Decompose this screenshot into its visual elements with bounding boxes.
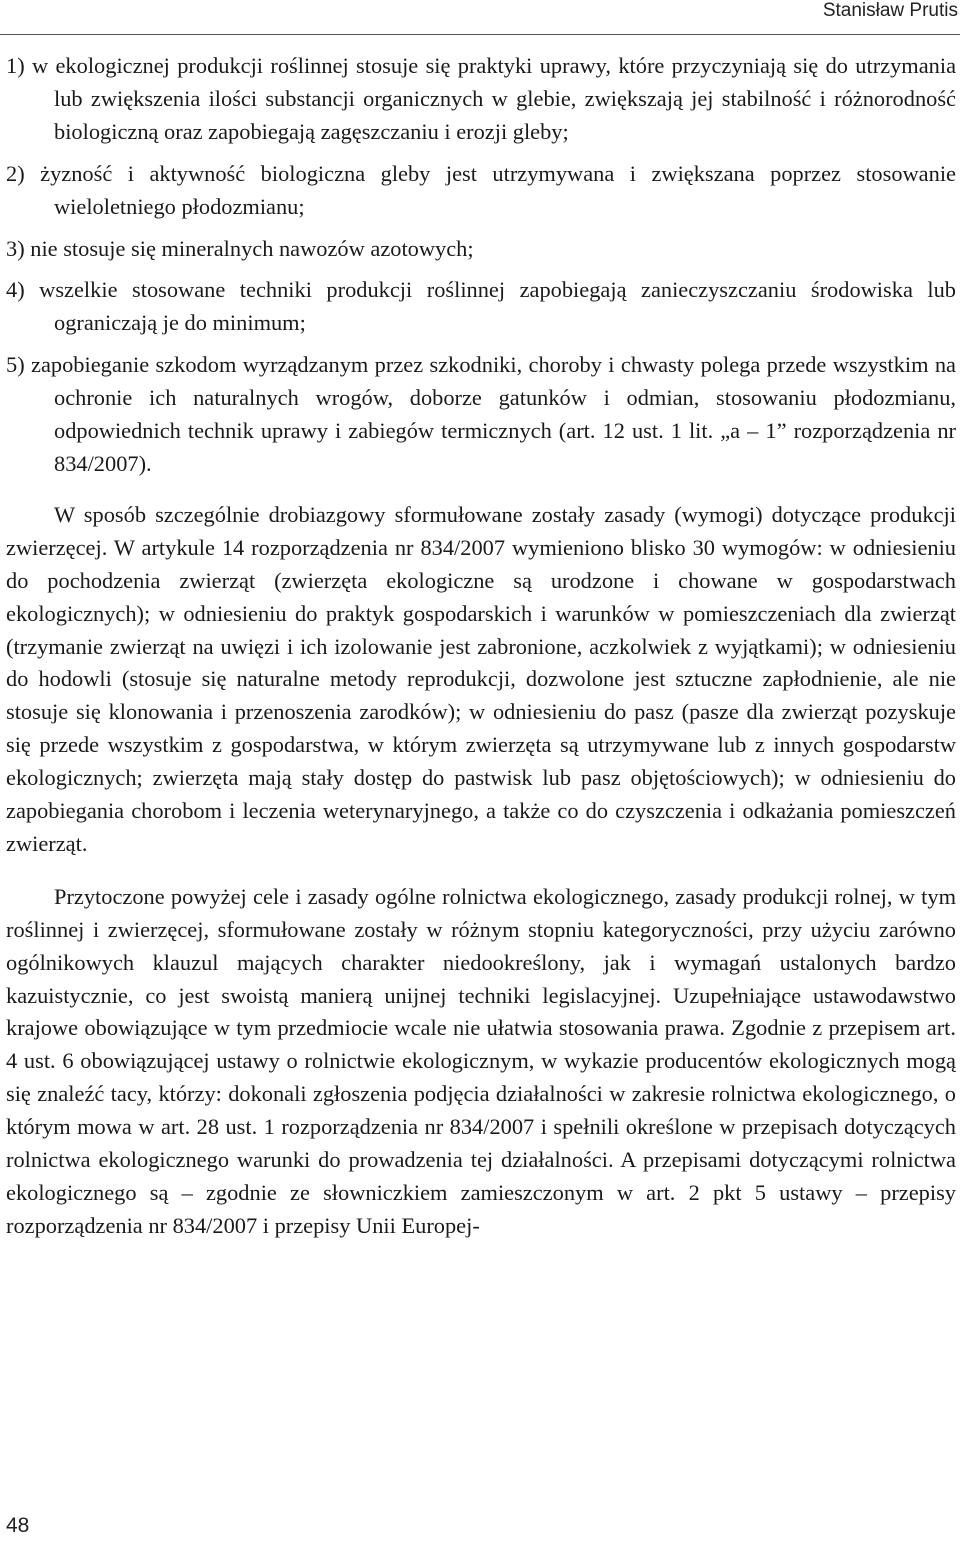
page-number: 48: [6, 1514, 30, 1537]
list-item-number: 1): [6, 53, 25, 78]
body-paragraph: W sposób szczególnie drobiazgowy sformułowane zostały zasady (wymogi) dotyczące produkcji zwierzęcej. W artykule 14 rozporządzenia nr 834/2007 wymieniono blisko 30 wymogów: w odniesieniu do pochodzenia zwierząt (zwierzęta ekologiczne są urodzone i chowane w gospodarstwach ekologicznych); w odniesieniu do praktyk gospodarskich i warunków w pomieszczeniach dla zwierząt (trzymanie zwierząt na uwięzi i ich izolowanie jest zabronione, aczkolwiek z wyjątkami); w odniesieniu do hodowli (stosuje się naturalne metody reprodukcji, dozwolone jest sztuczne zapłodnienie, ale nie stosuje się klonowania i przenoszenia zarodków); w odniesieniu do pasz (pasze dla zwierząt pozyskuje się przede wszystkim z gospodarstwa, w którym zwierzęta są utrzymywane lub z innych gospodarstw ekologicznych; zwierzęta mają stały dostęp do pastwisk lub pasz objętościowych); w odniesieniu do zapobiegania chorobom i leczenia weterynaryjnego, a także co do czyszczenia i odkażania pomieszczeń zwierząt.: [6, 501, 956, 856]
list-item: [6, 274, 956, 340]
list-item: [6, 50, 956, 149]
numbered-list: [6, 50, 956, 481]
list-item-text: wszelkie stosowane techniki produkcji roślinnej zapobiegają zanieczyszczaniu środowiska lub ograniczają je do minimum;: [39, 277, 956, 336]
list-item-number: 4): [6, 277, 25, 303]
running-title: Stanisław Prutis: [822, 0, 958, 21]
list-item-text: nie stosuje się mineralnych nawozów azotowych;: [30, 235, 474, 261]
list-item-number: 2): [6, 160, 25, 186]
list-item: [6, 233, 956, 266]
list-item-number: 3): [6, 235, 25, 261]
body-paragraph: Przytoczone powyżej cele i zasady ogólne rolnictwa ekologicznego, zasady produkcji rolnej, w tym roślinnej i zwierzęcej, sformułowane zostały w różnym stopniu kategoryczności, przy użyciu zarówno ogólnikowych klauzul mających charakter niedookreślony, jak i wymagań ustalonych bardzo kazuistycznie, co jest swoistą manierą unijnej techniki legislacyjnej. Uzupełniające ustawodawstwo krajowe obowiązujące w tym przedmiocie wcale nie ułatwia stosowania prawa. Zgodnie z przepisem art. 4 ust. 6 obowiązującej ustawy o rolnictwie ekologicznym, w wykazie producentów ekologicznych mogą się znaleźć tacy, którzy: dokonali zgłoszenia podjęcia działalności w zakresie rolnictwa ekologicznego, o którym mowa w art. 28 ust. 1 rozporządzenia nr 834/2007 i spełnili określone w przepisach dotyczących rolnictwa ekologicznego warunki do prowadzenia tej działalności. A przepisami dotyczącymi rolnictwa ekologicznego są – zgodnie ze słowniczkiem zamieszczonym w art. 2 pkt 5 ustawy – przepisy rozporządzenia nr 834/2007 i przepisy Unii Europej-: [6, 883, 956, 1238]
list-item-text: żyzność i aktywność biologiczna gleby jest utrzymywana i zwiększana poprzez stosowanie wieloletniego płodozmianu;: [40, 160, 956, 219]
list-item-text: w ekologicznej produkcji roślinnej stosuje się praktyki uprawy, które przyczyniają się do utrzymania lub zwiększenia ilości substancji organicznych w glebie, zwiększają jej stabilność i różnorodność biologiczną oraz zapobiegają zagęszczaniu i erozji gleby;: [32, 53, 957, 144]
list-item: [6, 349, 956, 481]
page-body: [6, 50, 956, 1243]
list-item-number: 5): [6, 352, 25, 378]
list-item-text: zapobieganie szkodom wyrządzanym przez szkodniki, choroby i chwasty polega przede wszystkim na ochronie ich naturalnych wrogów, doborze gatunków i odmian, stosowaniu płodozmianu, odpowiednich technik uprawy i zabiegów termicznych (art. 12 ust. 1 lit. „a – 1” rozporządzenia nr 834/2007).: [31, 352, 956, 476]
running-header: [0, 0, 960, 35]
list-item: [6, 158, 956, 224]
